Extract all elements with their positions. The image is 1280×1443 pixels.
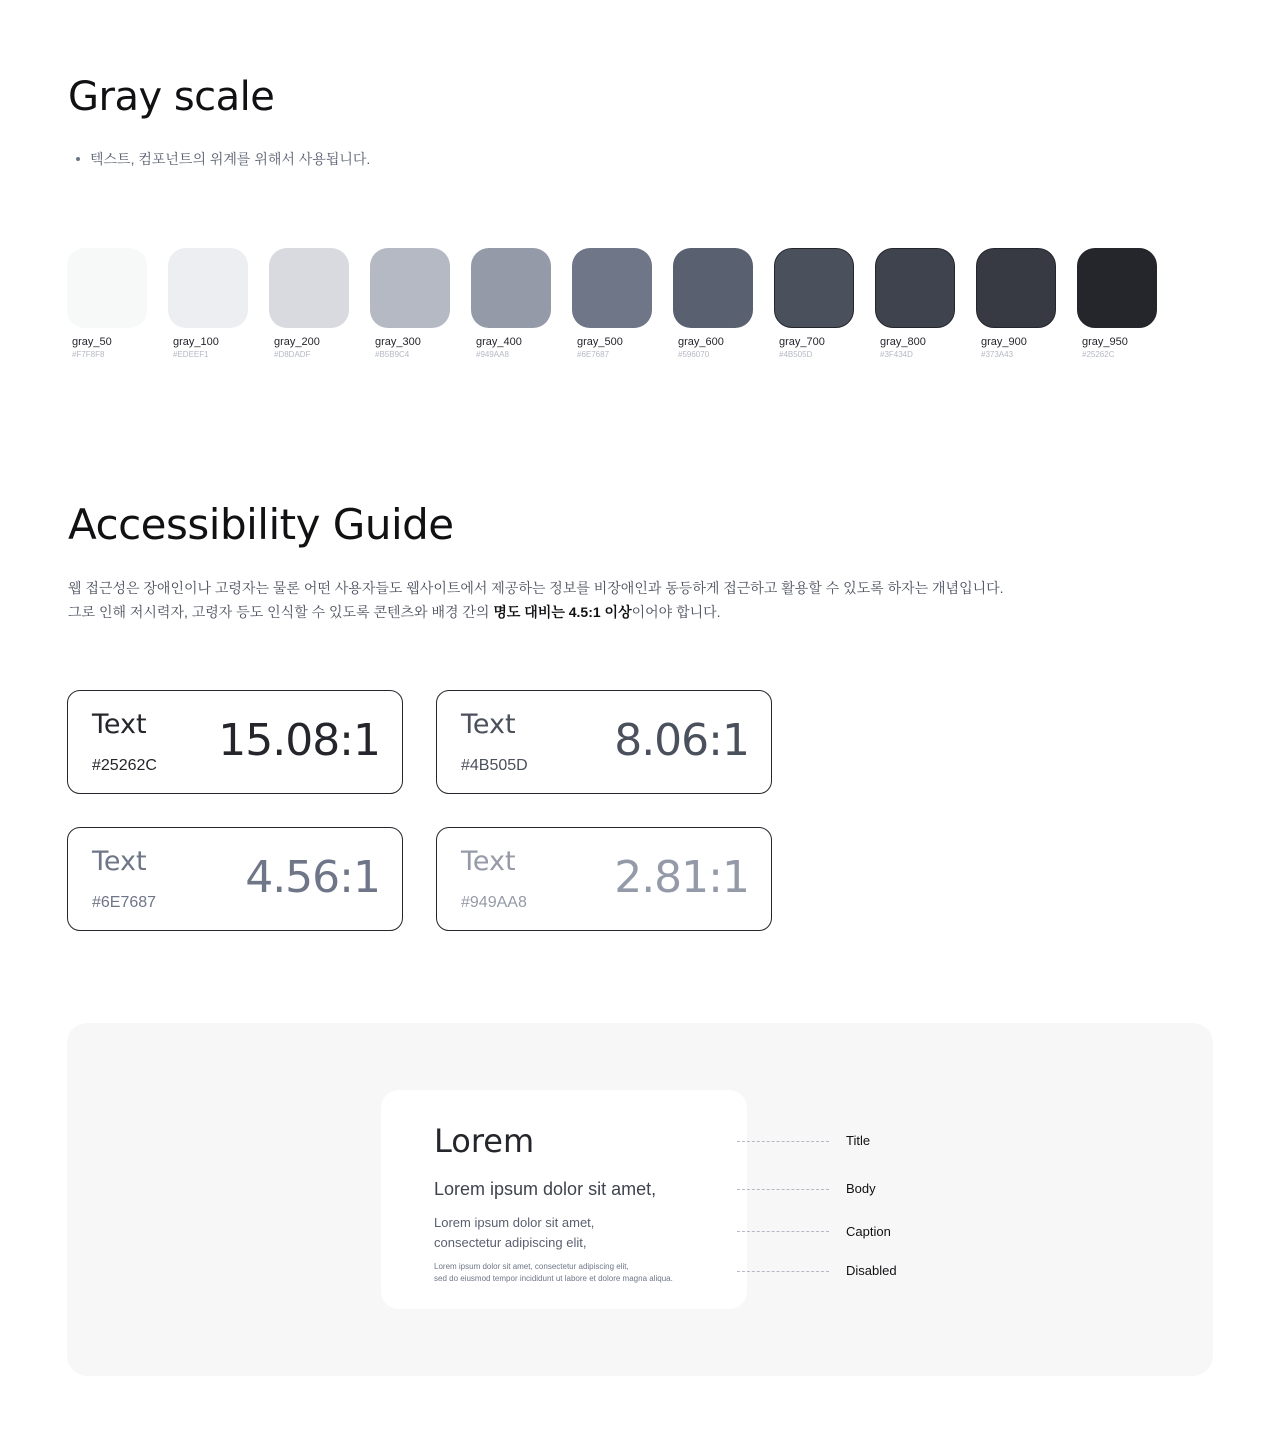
gray-scale-bullet — [76, 149, 370, 169]
color-chip — [370, 248, 450, 328]
swatch-gray-50 — [67, 248, 147, 362]
guide-line-caption — [737, 1231, 829, 1232]
swatch-gray-600 — [673, 248, 753, 362]
swatch-hex: #596070 — [678, 350, 710, 359]
swatch-gray-400 — [471, 248, 551, 362]
color-chip — [572, 248, 652, 328]
color-chip — [774, 248, 854, 328]
guide-label-title: Title — [846, 1133, 871, 1148]
swatch-hex: #EDEEF1 — [173, 350, 209, 359]
description-line-2 — [68, 600, 1004, 624]
demo-caption-text — [434, 1213, 734, 1253]
swatch-hex: #6E7687 — [577, 350, 610, 359]
swatch-gray-200 — [269, 248, 349, 362]
contrast-card-hex: #4B505D — [461, 757, 528, 774]
contrast-card-label: Text — [461, 846, 516, 877]
color-chip — [673, 248, 753, 328]
contrast-card-25262c — [67, 690, 403, 794]
demo-disabled-line-1: Lorem ipsum dolor sit amet, consectetur adipiscing elit, — [434, 1262, 629, 1271]
swatch-gray-500 — [572, 248, 652, 362]
swatch-gray-300 — [370, 248, 450, 362]
color-chip — [67, 248, 147, 328]
swatch-gray-700 — [774, 248, 854, 362]
gray-scale-title: Gray scale — [68, 74, 275, 120]
color-chip — [1077, 248, 1157, 328]
demo-title-text: Lorem — [434, 1122, 535, 1160]
swatch-gray-100 — [168, 248, 248, 362]
swatch-gray-950 — [1077, 248, 1157, 362]
color-chip — [168, 248, 248, 328]
contrast-card-hex: #25262C — [92, 757, 157, 774]
color-chip — [875, 248, 955, 328]
accessibility-description — [68, 576, 1004, 624]
swatch-name: gray_500 — [577, 336, 623, 348]
swatch-hex: #D8DADF — [274, 350, 311, 359]
demo-body-text: Lorem ipsum dolor sit amet, — [434, 1179, 657, 1199]
swatch-name: gray_100 — [173, 336, 219, 348]
typography-demo-card — [381, 1090, 747, 1309]
swatch-hex: #F7F8F8 — [72, 350, 105, 359]
guide-label-body: Body — [846, 1181, 876, 1196]
contrast-card-hex: #949AA8 — [461, 894, 527, 911]
description-line-2-post: 이어야 합니다. — [631, 604, 721, 620]
contrast-card-ratio: 4.56:1 — [245, 852, 380, 903]
accessibility-guide-title: Accessibility Guide — [68, 500, 454, 549]
swatch-hex: #4B505D — [779, 350, 813, 359]
swatch-hex: #3F434D — [880, 350, 913, 359]
swatch-name: gray_900 — [981, 336, 1027, 348]
swatch-hex: #373A43 — [981, 350, 1014, 359]
contrast-card-label: Text — [461, 709, 516, 740]
guide-label-caption: Caption — [846, 1224, 891, 1239]
swatch-name: gray_600 — [678, 336, 724, 348]
contrast-card-label: Text — [92, 846, 147, 877]
swatch-name: gray_700 — [779, 336, 825, 348]
swatch-row — [67, 248, 1157, 362]
swatch-name: gray_50 — [72, 336, 112, 348]
demo-disabled-text — [434, 1261, 734, 1285]
color-chip — [471, 248, 551, 328]
swatch-hex: #949AA8 — [476, 350, 509, 359]
guide-line-title — [737, 1141, 829, 1142]
demo-disabled-line-2: sed do eiusmod tempor incididunt ut labore et dolore magna aliqua. — [434, 1274, 673, 1283]
contrast-card-label: Text — [92, 709, 147, 740]
contrast-card-ratio: 2.81:1 — [614, 852, 749, 903]
swatch-hex: #25262C — [1082, 350, 1115, 359]
swatch-name: gray_950 — [1082, 336, 1128, 348]
description-line-2-pre: 그로 인해 저시력자, 고령자 등도 인식할 수 있도록 콘텐츠와 배경 간의 — [68, 604, 494, 620]
color-chip — [976, 248, 1056, 328]
contrast-requirement: 명도 대비는 4.5:1 이상 — [493, 604, 632, 620]
swatch-name: gray_800 — [880, 336, 926, 348]
contrast-card-6e7687 — [67, 827, 403, 931]
description-line-1: 웹 접근성은 장애인이나 고령자는 물론 어떤 사용자들도 웹사이트에서 제공하는 정보를 비장애인과 동등하게 접근하고 활용할 수 있도록 하자는 개념입니다. — [68, 580, 1004, 596]
guide-line-body — [737, 1189, 829, 1190]
demo-caption-line-1: Lorem ipsum dolor sit amet, — [434, 1215, 595, 1230]
swatch-gray-900 — [976, 248, 1056, 362]
guide-label-disabled: Disabled — [846, 1263, 897, 1278]
swatch-hex: #B5B9C4 — [375, 350, 410, 359]
contrast-card-4b505d — [436, 690, 772, 794]
contrast-card-ratio: 8.06:1 — [614, 715, 749, 766]
gray-scale-bullet-text: 텍스트, 컴포넌트의 위계를 위해서 사용됩니다. — [90, 151, 371, 167]
swatch-name: gray_400 — [476, 336, 522, 348]
color-chip — [269, 248, 349, 328]
swatch-name: gray_300 — [375, 336, 421, 348]
contrast-card-hex: #6E7687 — [92, 894, 157, 911]
guide-line-disabled — [737, 1271, 829, 1272]
demo-caption-line-2: consectetur adipiscing elit, — [434, 1235, 587, 1250]
swatch-name: gray_200 — [274, 336, 320, 348]
swatch-gray-800 — [875, 248, 955, 362]
contrast-card-949aa8 — [436, 827, 772, 931]
bullet-dot-icon — [76, 157, 80, 161]
contrast-card-ratio: 15.08:1 — [218, 715, 380, 766]
